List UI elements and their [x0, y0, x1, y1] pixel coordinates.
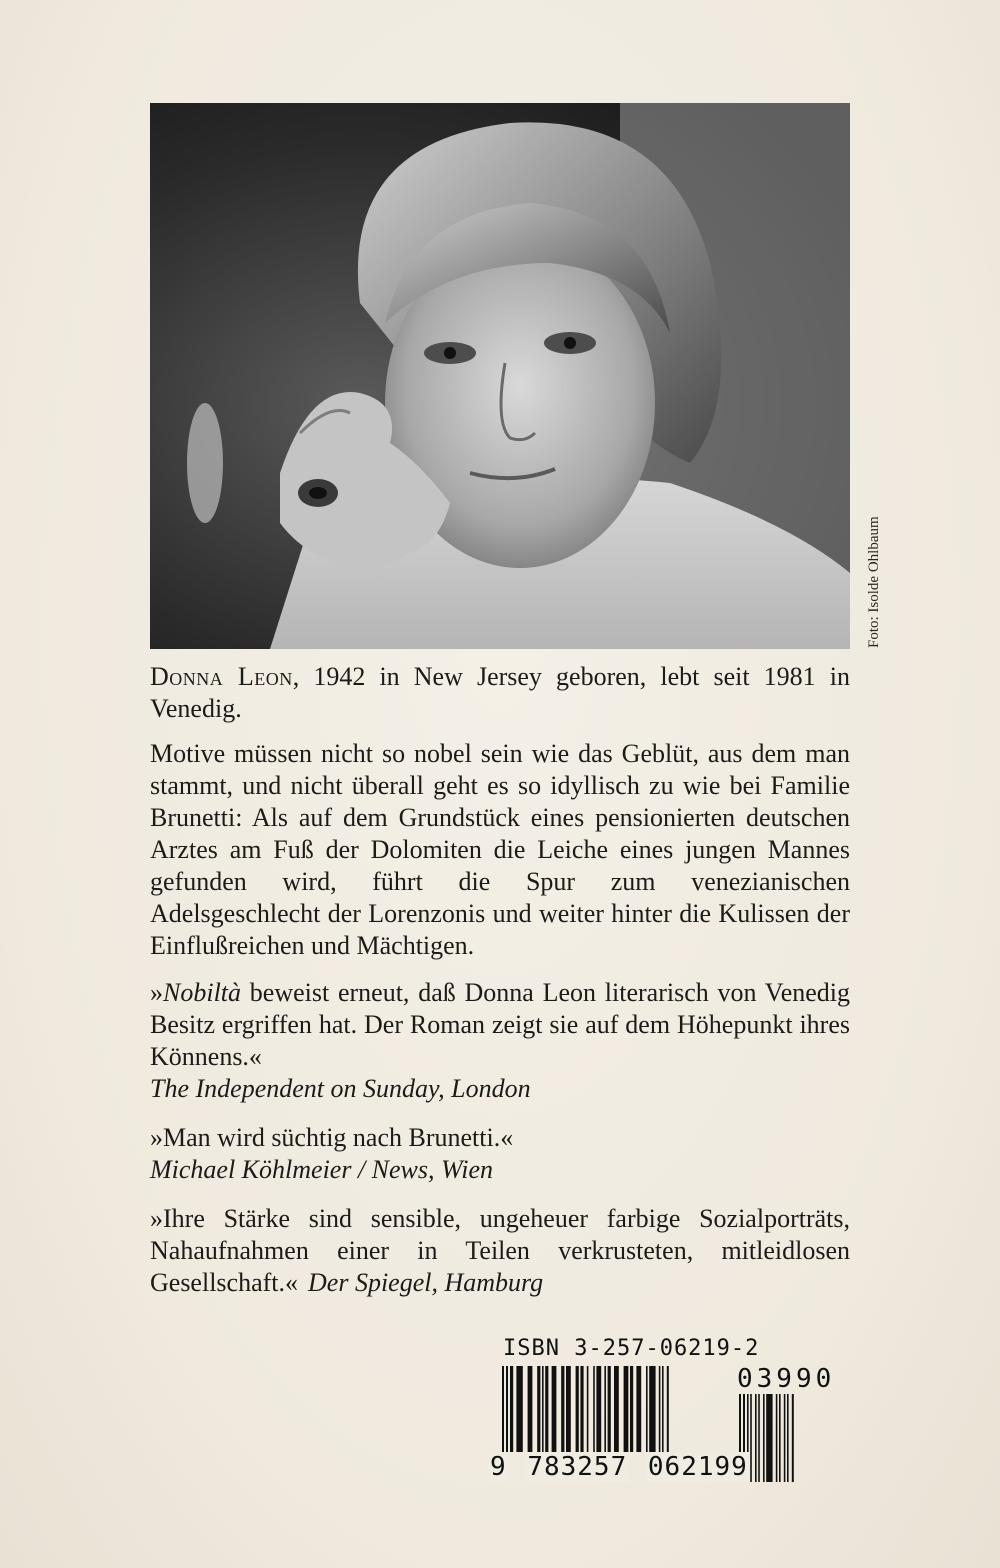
barcode-bar	[755, 1394, 757, 1482]
barcode-bar	[662, 1366, 664, 1452]
barcode-bar	[587, 1366, 589, 1452]
author-photo	[150, 103, 850, 649]
author-name: Donna Leon	[150, 662, 293, 691]
barcode-bar	[784, 1394, 786, 1482]
review-quote	[150, 1122, 850, 1186]
barcode-bar	[506, 1366, 508, 1466]
isbn-label: ISBN 3-257-06219-2	[503, 1336, 760, 1361]
review-quote	[150, 977, 850, 1105]
ean-barcode	[500, 1366, 728, 1466]
barcode-bar	[779, 1394, 781, 1482]
ean-left-digits: 783257	[527, 1452, 628, 1482]
barcode-bar	[537, 1366, 540, 1452]
barcode-bar	[545, 1366, 548, 1452]
barcode-bar	[528, 1366, 533, 1452]
barcode-bar	[636, 1366, 641, 1452]
quote-text: »Ihre Stärke sind sensible, ungeheuer farbige Sozialporträts, Nahaufnahmen einer in Teilen verkrusteten, mitleidlosen Gesellschaft.«	[150, 1204, 850, 1297]
book-blurb	[150, 738, 850, 962]
review-quote	[150, 1203, 850, 1299]
barcode-bar	[750, 1394, 752, 1482]
barcode-bar	[576, 1366, 579, 1452]
barcode-bar	[552, 1366, 557, 1452]
barcode-bar	[667, 1366, 669, 1466]
barcode-bar	[566, 1366, 571, 1452]
book-title: Nobiltà	[163, 978, 242, 1007]
barcode-bar	[787, 1394, 789, 1482]
barcode-bar	[766, 1394, 772, 1482]
barcode-bar	[659, 1366, 661, 1452]
barcode-bar	[608, 1366, 611, 1452]
barcode-bar	[502, 1366, 504, 1466]
barcode-bar	[763, 1394, 765, 1482]
barcode-bar	[630, 1366, 633, 1452]
barcode-bar	[614, 1366, 619, 1452]
barcode-bar	[593, 1366, 595, 1452]
barcode-bar	[580, 1366, 583, 1452]
barcode-bar	[649, 1366, 655, 1452]
barcode-bar	[624, 1366, 629, 1452]
price-addon-number: 03990	[737, 1364, 836, 1394]
barcode-bar	[596, 1366, 601, 1452]
photo-credit: Foto: Isolde Ohlbaum	[866, 516, 882, 648]
price-addon-barcode	[737, 1394, 847, 1482]
barcode-bar	[510, 1366, 513, 1452]
barcode-bar	[792, 1394, 794, 1482]
quote-text: »Man wird süchtig nach Brunetti.«	[150, 1123, 514, 1152]
barcode-bar	[542, 1366, 544, 1452]
quote-source: The Independent on Sunday, London	[150, 1074, 531, 1103]
barcode-bar	[758, 1394, 760, 1482]
ean-first-digit: 9	[490, 1452, 507, 1482]
author-bio-text: , 1942 in New Jersey geboren, lebt seit 1981 in Venedig.	[150, 662, 850, 723]
barcode-bar	[561, 1366, 564, 1452]
quote-open-mark: »	[150, 978, 163, 1007]
author-bio	[150, 661, 850, 725]
quote-source: Michael Köhlmeier / News, Wien	[150, 1155, 494, 1184]
blurb-text: Motive müssen nicht so nobel sein wie das Geblüt, aus dem man stammt, und nicht überall geht es so idyllisch zu wie bei Familie Brunetti: Als auf dem Grundstück eines pensionierten deutschen Arztes am Fuß der Dolomiten die Leiche eines jungen Mannes gefunden wird, führt die Spur zum venezianischen Adelsgeschlecht der Lorenzonis und weiter hinter die Kulissen der Einflußreichen und Mächtigen.	[150, 739, 850, 960]
barcode-bar	[604, 1366, 606, 1452]
portrait-photo-icon	[150, 103, 850, 649]
barcode-bar	[516, 1366, 522, 1452]
ean-right-digits: 062199	[647, 1452, 748, 1482]
barcode-bar	[776, 1394, 778, 1482]
barcode-bar	[646, 1366, 648, 1452]
quote-text: beweist erneut, daß Donna Leon literarisch von Venedig Besitz ergriffen hat. Der Roman zeigt sie auf dem Höhepunkt ihres Könnens.«	[150, 978, 850, 1071]
ean-digits	[488, 1452, 750, 1482]
quote-source: Der Spiegel, Hamburg	[308, 1268, 544, 1297]
